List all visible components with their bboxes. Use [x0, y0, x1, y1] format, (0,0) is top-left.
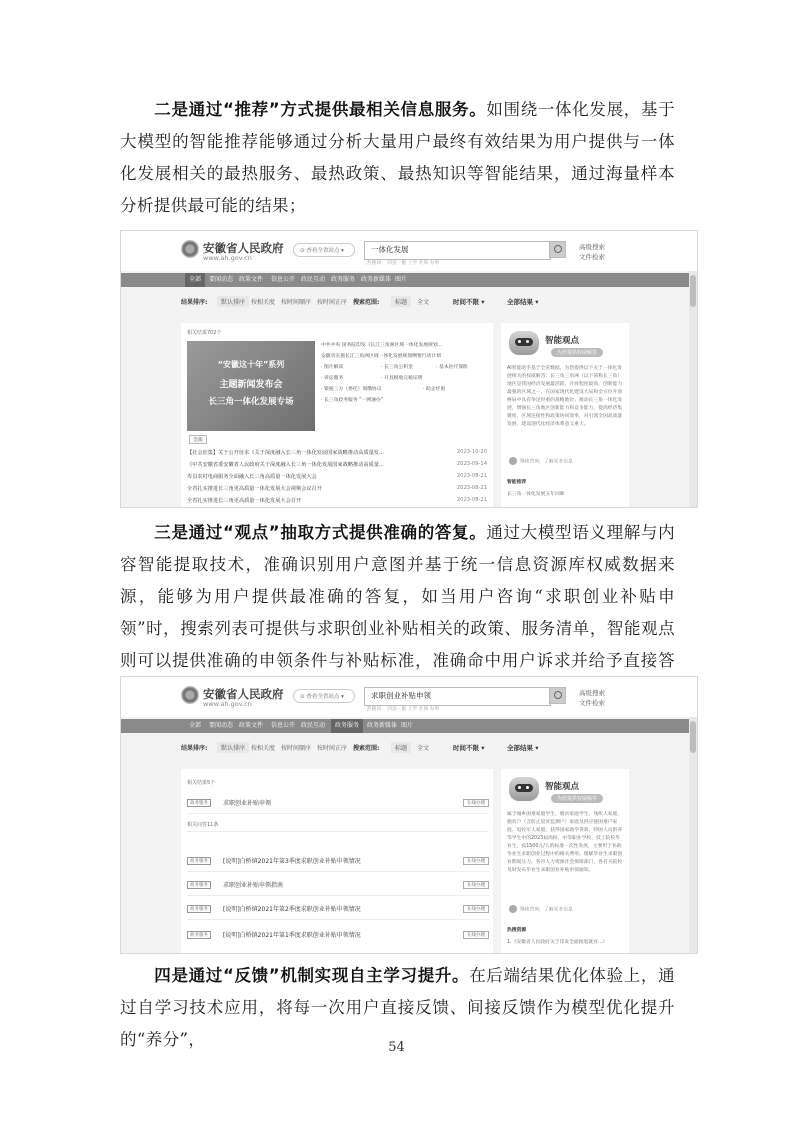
banner-line: 长三角一体化发展专场 — [208, 397, 294, 407]
news-row[interactable]: 全省扎实推进长三角更高质量一体化发展大会召开 2023-08-21 — [187, 497, 487, 504]
smart-view-text: AI智能助手基于全省数据，为您提供以下关于一体化发展相关的权威解答：长三角三角洲（以下简称长三角）地区是我国经济发展最活跃、开放程度最高、创新能力最强的区域之一，在国家现代化建设大局和全方位开放格局中具有举足轻重的战略地位。推动长三角一体化发展，增强长三角地区创新能力和竞争能力，提高经济集聚度、区域连接性和政策协同效率，对引领全国高质量发展、建设现代化经济体系意义重大。 — [507, 366, 623, 427]
service-link[interactable]: · 长三角公积金 — [381, 365, 413, 370]
search-input[interactable] — [364, 687, 551, 706]
sort-label: 结果排序: — [181, 745, 208, 752]
service-tag: 政务服务 — [187, 799, 211, 807]
tab-policy[interactable]: 政策文件 — [239, 722, 264, 729]
divider — [187, 813, 489, 814]
service-title[interactable]: 求职创业补贴申领指南 — [223, 882, 284, 889]
service-tag: 政务服务 — [187, 905, 211, 913]
search-button[interactable] — [549, 241, 566, 258]
tab-services[interactable]: 政务服务 — [331, 719, 363, 733]
result-count: 相关结果5个 — [187, 780, 216, 786]
smart-view-title: 智能观点 — [545, 336, 580, 346]
hot-resources-title: 热搜资源 — [507, 928, 527, 933]
results-panel — [181, 769, 493, 953]
service-link[interactable]: · 助企纾困 — [423, 387, 446, 392]
emblem-icon — [181, 686, 199, 704]
sort-time[interactable]: 按时间顺序 — [281, 299, 312, 306]
tab-all[interactable]: 全部 — [185, 273, 205, 287]
service-item[interactable] — [187, 879, 489, 891]
site-header — [121, 231, 697, 271]
service-link[interactable]: · 开具税收完税证明 — [381, 376, 423, 381]
tab-new-media[interactable]: 政务新媒体 — [361, 276, 392, 283]
continue-consult-link[interactable]: 继续咨询，了解更多信息 — [509, 905, 619, 915]
range-label: 搜索范围: — [353, 745, 380, 752]
service-link[interactable]: · 基本医疗保险 — [436, 365, 468, 370]
filter-bar — [181, 295, 645, 309]
doc-search-link[interactable]: 文件检索 — [579, 699, 605, 707]
page-number: 54 — [388, 1040, 405, 1055]
category-nav — [121, 719, 697, 733]
site-name: 安徽省人民政府 — [203, 241, 284, 255]
sort-label: 结果排序: — [181, 299, 208, 306]
smart-view-subtitle: 为您提供权威解答 — [551, 794, 603, 803]
sort-relevance[interactable]: 按相关度 — [251, 745, 276, 752]
hot-keywords: 热搜词： 四送一服 上学 社保 办事 — [367, 707, 440, 712]
tab-services[interactable]: 政务服务 — [331, 276, 356, 283]
online-handle-button[interactable]: 在线办理 — [463, 799, 489, 807]
smart-view-subtitle: 为您提供权威解答 — [551, 348, 603, 357]
service-tag: 政务服务 — [187, 931, 211, 939]
advanced-search-link[interactable]: 高级搜索 — [579, 689, 605, 697]
tab-interaction[interactable]: 政民互动 — [301, 722, 326, 729]
paragraph-heading: 三是通过“观点”抽取方式提供准确的答复。 — [154, 523, 487, 542]
service-link[interactable]: · 图片解读 — [321, 365, 344, 370]
news-row[interactable]: 《中共安徽省委安徽省人民政府关于深度融入长三角一体化发展国家战略推动高质量... 2023-09-14 — [187, 461, 487, 468]
robot-icon — [509, 777, 539, 801]
service-link[interactable]: · 长三角政务服务 “一网通办” — [321, 398, 384, 403]
result-subtitle[interactable]: 安徽省实施长江三角洲区域一体化发展规划纲要行动计划 — [321, 354, 441, 359]
doc-search-link[interactable]: 文件检索 — [579, 253, 605, 261]
paragraph-body: 在后端结果优化体验上，通过自学习技术应用，将每一次用户直接反馈、间接反馈作为模型优化提升的“养分”， — [120, 966, 675, 1049]
service-title[interactable]: 求职创业补贴申领 — [223, 800, 272, 807]
tab-all[interactable]: 全部 — [189, 722, 202, 729]
tab-interaction[interactable]: 政民互动 — [301, 276, 326, 283]
time-filter[interactable]: 时间不限 ▾ — [453, 298, 485, 306]
search-query: 一体化发展 — [371, 245, 409, 254]
banner-line: 主题新闻发布会 — [219, 380, 283, 390]
paragraph-recommend — [120, 94, 675, 222]
tab-disclosure[interactable]: 信息公开 — [271, 722, 296, 729]
smart-view-text: 属于城乡困难家庭学生、脱贫家庭学生、残疾人家庭、脱贫户（含防止返贫监测户）家庭及供应链困难户家庭、退役军人家庭、获得国家助学贷款、特困人员供养等学生中的2023届高校、中等职业学校、技工院校毕业生，按1500元/人的标准一次性发放，主要用于补助毕业生求职创业过程中的相关费用。缓解毕业生求职创业期间压力。各市人力资源社会保障部门，各有关院校及时发布毕业生求职创业补贴申领通知。 — [507, 812, 623, 873]
sort-default[interactable]: 默认排序 — [217, 742, 249, 753]
range-title[interactable]: 标题 — [391, 296, 411, 307]
tab-news[interactable]: 要闻动态 — [209, 722, 234, 729]
divider — [187, 919, 489, 920]
filter-bar — [181, 741, 645, 755]
tab-policy[interactable]: 政策文件 — [239, 276, 264, 283]
online-handle-button[interactable]: 在线办理 — [463, 857, 489, 865]
result-filter[interactable]: 全部结果 ▾ — [507, 298, 539, 306]
range-fulltext[interactable]: 全文 — [417, 299, 430, 306]
hot-keywords: 热搜词： 四送一服 上学 社保 办事 — [367, 261, 440, 266]
result-filter[interactable]: 全部结果 ▾ — [507, 744, 539, 752]
online-handle-button[interactable]: 在线办理 — [463, 905, 489, 913]
service-tag: 政务服务 — [187, 881, 211, 889]
screenshot-search-integration — [120, 230, 698, 508]
news-title[interactable]: [说明]白桥镇2021年第3季度求职创业补贴申领情况 — [223, 858, 361, 865]
category-nav — [121, 273, 697, 287]
emblem-icon — [181, 240, 199, 258]
time-filter[interactable]: 时间不限 ▾ — [453, 744, 485, 752]
continue-consult-link[interactable]: 继续咨询，了解更多信息 — [509, 457, 619, 467]
divider — [187, 895, 489, 896]
divider — [187, 831, 489, 832]
site-header — [121, 677, 697, 717]
location-selector[interactable]: ⊙ 查看全省站点 ▾ — [293, 243, 355, 257]
paragraph-heading: 四是通过“反馈”机制实现自主学习提升。 — [154, 966, 470, 985]
tab-news[interactable]: 要闻动态 — [209, 276, 234, 283]
service-tag: 政务服务 — [187, 857, 211, 865]
news-item[interactable] — [187, 855, 489, 867]
divider — [187, 871, 489, 872]
online-handle-button[interactable]: 在线办理 — [463, 931, 489, 939]
range-label: 搜索范围: — [353, 299, 380, 306]
tab-disclosure[interactable]: 信息公开 — [271, 276, 296, 283]
all-button[interactable]: 全部 — [189, 435, 207, 444]
recommend-title: 智能推荐 — [507, 480, 527, 485]
search-input[interactable] — [364, 241, 551, 260]
result-title[interactable]: 中共中央 国务院印发《长江三角洲区域一体化发展规划... — [321, 343, 443, 348]
chat-icon — [509, 905, 517, 913]
site-url: www.ah.gov.cn — [203, 254, 252, 262]
paragraph-heading: 二是通过“推荐”方式提供最相关信息服务。 — [154, 100, 487, 119]
tab-new-media[interactable]: 政务新媒体 — [367, 722, 398, 729]
result-count: 相关结果702个 — [187, 330, 222, 336]
recommend-item[interactable]: 长三角一体化发展五年回眸 — [507, 492, 565, 497]
range-fulltext[interactable]: 全文 — [417, 745, 430, 752]
location-selector[interactable]: ⊙ 查看全省站点 ▾ — [293, 689, 355, 703]
sort-time-asc[interactable]: 按时间正序 — [317, 299, 348, 306]
scrollbar[interactable] — [689, 271, 697, 507]
news-title[interactable]: [说明]白桥镇2021年第2季度求职创业补贴申领情况 — [223, 906, 361, 913]
faq-count[interactable]: 相关问答11条 — [187, 822, 219, 828]
news-row[interactable]: 寿县农村电商服务全面融入长三角高质量一体化发展大会 2023-08-21 — [187, 473, 487, 480]
sort-time-asc[interactable]: 按时间正序 — [317, 745, 348, 752]
search-query: 求职创业补贴申领 — [371, 691, 431, 700]
paragraph-body: 通过大模型语义理解与内容智能提取技术，准确识别用户意图并基于统一信息资源库权威数据来源，能够为用户提供最准确的答复，如当用户咨询“求职创业补贴申领”时，搜索列表可提供与求职创业补贴相关的政策、服务清单，智能观点则可以提供准确的申领条件与补贴标准，准确命中用户诉求并给予直接答 — [120, 523, 675, 670]
news-title[interactable]: [说明]白桥镇2021年第1季度求职创业补贴申领情况 — [223, 932, 361, 939]
site-name: 安徽省人民政府 — [203, 687, 284, 701]
tab-images[interactable]: 图片 — [401, 722, 414, 729]
sort-relevance[interactable]: 按相关度 — [251, 299, 276, 306]
advanced-search-link[interactable]: 高级搜索 — [579, 243, 605, 251]
sort-default[interactable]: 默认排序 — [217, 296, 249, 307]
news-row[interactable]: 全省扎实推进长三角更高质量一体化发展大会视频会议召开 2023-08-21 — [187, 485, 487, 492]
smart-view-title: 智能观点 — [545, 782, 580, 792]
hot-resource-item[interactable]: 1.《安徽省人民政府关于印发全面推进就业...》 — [507, 940, 608, 945]
results-panel — [181, 323, 493, 507]
service-link[interactable]: · 银税三方（委托）划缴协议 — [321, 387, 382, 392]
service-item[interactable] — [187, 797, 489, 809]
smart-view-panel — [501, 323, 629, 507]
banner-line: “安徽这十年”系列 — [217, 360, 285, 369]
scrollbar[interactable] — [689, 717, 697, 953]
robot-icon — [509, 331, 539, 355]
news-item[interactable] — [187, 929, 489, 941]
search-button[interactable] — [549, 687, 566, 704]
site-url: www.ah.gov.cn — [203, 700, 252, 708]
tab-images[interactable]: 图片 — [395, 276, 408, 283]
topic-banner[interactable] — [187, 341, 315, 431]
news-row[interactable]: 【社会征集】关于公开征求《关于深度融入长三角一体化发展国家战略推动高质量发... 2023-10-20 — [187, 449, 487, 456]
range-title[interactable]: 标题 — [391, 742, 411, 753]
paragraph-body: 如围绕一体化发展，基于大模型的智能推荐能够通过分析大量用户最终有效结果为用户提供与一体化发展相关的最热服务、最热政策、最热知识等智能结果，通过海量样本分析提供最可能的结果； — [120, 100, 675, 215]
service-link[interactable]: · 诉讼服务 — [321, 376, 344, 381]
sort-time[interactable]: 按时间顺序 — [281, 745, 312, 752]
screenshot-search-subsidy — [120, 676, 698, 954]
news-item[interactable] — [187, 903, 489, 915]
smart-view-panel — [501, 769, 629, 953]
chat-icon — [509, 457, 517, 465]
online-handle-button[interactable]: 在线办理 — [463, 881, 489, 889]
